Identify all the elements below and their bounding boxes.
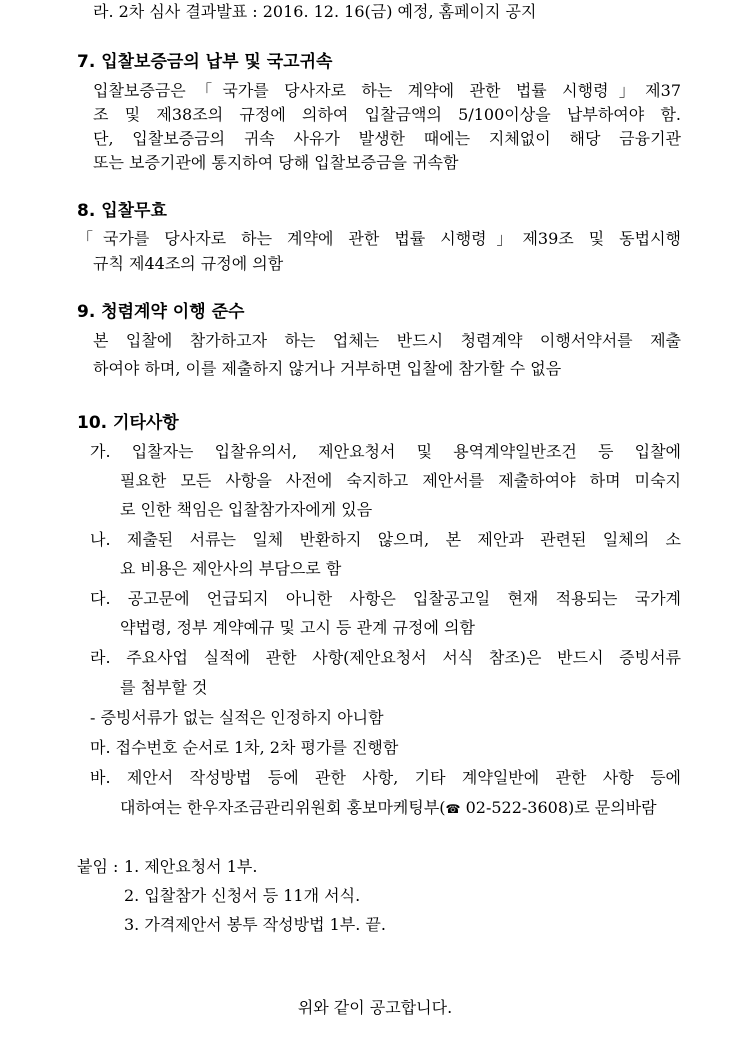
contact-text: 대하여는 한우자조금관리위원회 홍보마케팅부( — [120, 798, 446, 817]
item-ra-line-2: 를 첨부할 것 — [120, 678, 208, 697]
section-9-line-2: 하여야 하며, 이를 제출하지 않거나 거부하면 입찰에 참가할 수 없음 — [93, 359, 562, 378]
item-na-line-1: 나. 제출된 서류는 일체 반환하지 않으며, 본 제안과 관련된 일체의 소 — [90, 530, 681, 549]
section-9-line-1: 본 입찰에 참가하고자 하는 업체는 반드시 청렴계약 이행서약서를 제출 — [93, 331, 681, 350]
item-ma-line: 마. 접수번호 순서로 1차, 2차 평가를 진행함 — [90, 738, 399, 757]
attachment-item-2: 2. 입찰참가 신청서 등 11개 서식. — [124, 886, 361, 905]
item-ga-line-2: 필요한 모든 사항을 사전에 숙지하고 제안서를 제출하여야 하며 미숙지 — [120, 471, 681, 490]
attachment-label: 붙임 : — [77, 857, 119, 876]
section-7-line-4: 또는 보증기관에 통지하여 당해 입찰보증금을 귀속함 — [93, 153, 459, 172]
closing-statement: 위와 같이 공고합니다. — [297, 998, 453, 1017]
section-9-title: 9. 청렴계약 이행 준수 — [77, 302, 245, 322]
phone-number: 02-522-3608 — [460, 798, 569, 817]
section-8-line-2: 규칙 제44조의 규정에 의함 — [93, 254, 284, 273]
attachment-item-3: 3. 가격제안서 봉투 작성방법 1부. 끝. — [124, 915, 386, 934]
section-8-title: 8. 입찰무효 — [77, 201, 167, 221]
section-7-line-2: 조 및 제38조의 규정에 의하여 입찰금액의 5/100이상을 납부하여야 함. — [93, 105, 681, 124]
item-ba-line-1: 바. 제안서 작성방법 등에 관한 사항, 기타 계약일반에 관한 사항 등에 — [90, 768, 681, 787]
contact-text-end: )로 문의바람 — [568, 798, 657, 817]
item-ba-line-2 — [120, 796, 657, 821]
item-da-line-2: 약법령, 정부 계약예규 및 고시 등 관계 규정에 의함 — [120, 618, 475, 637]
item-ga-line-3: 로 인한 책임은 입찰참가자에게 있음 — [120, 500, 373, 519]
item-ra-note: - 증빙서류가 없는 실적은 인정하지 아니함 — [90, 708, 384, 727]
item-na-line-2: 요 비용은 제안사의 부담으로 함 — [120, 559, 342, 578]
section-7-line-3: 단, 입찰보증금의 귀속 사유가 발생한 때에는 지체없이 해당 금융기관 — [93, 129, 681, 148]
schedule-line: 라. 2차 심사 결과발표 : 2016. 12. 16(금) 예정, 홈페이지 공지 — [93, 2, 537, 21]
item-ra-line-1: 라. 주요사업 실적에 관한 사항(제안요청서 서식 참조)은 반드시 증빙서류 — [90, 648, 681, 667]
item-ga-line-1: 가. 입찰자는 입찰유의서, 제안요청서 및 용역계약일반조건 등 입찰에 — [90, 442, 681, 461]
section-8-line-1: 「국가를 당사자로 하는 계약에 관한 법률 시행령」제39조 및 동법시행 — [77, 229, 681, 248]
section-7-title: 7. 입찰보증금의 납부 및 국고귀속 — [77, 52, 333, 72]
attachment-item-1: 1. 제안요청서 1부. — [124, 857, 258, 876]
item-da-line-1: 다. 공고문에 언급되지 아니한 사항은 입찰공고일 현재 적용되는 국가계 — [90, 589, 681, 608]
section-7-line-1: 입찰보증금은「국가를 당사자로 하는 계약에 관한 법률 시행령」제37 — [93, 81, 681, 100]
section-10-title: 10. 기타사항 — [77, 413, 179, 433]
phone-icon: ☎ — [445, 802, 461, 816]
